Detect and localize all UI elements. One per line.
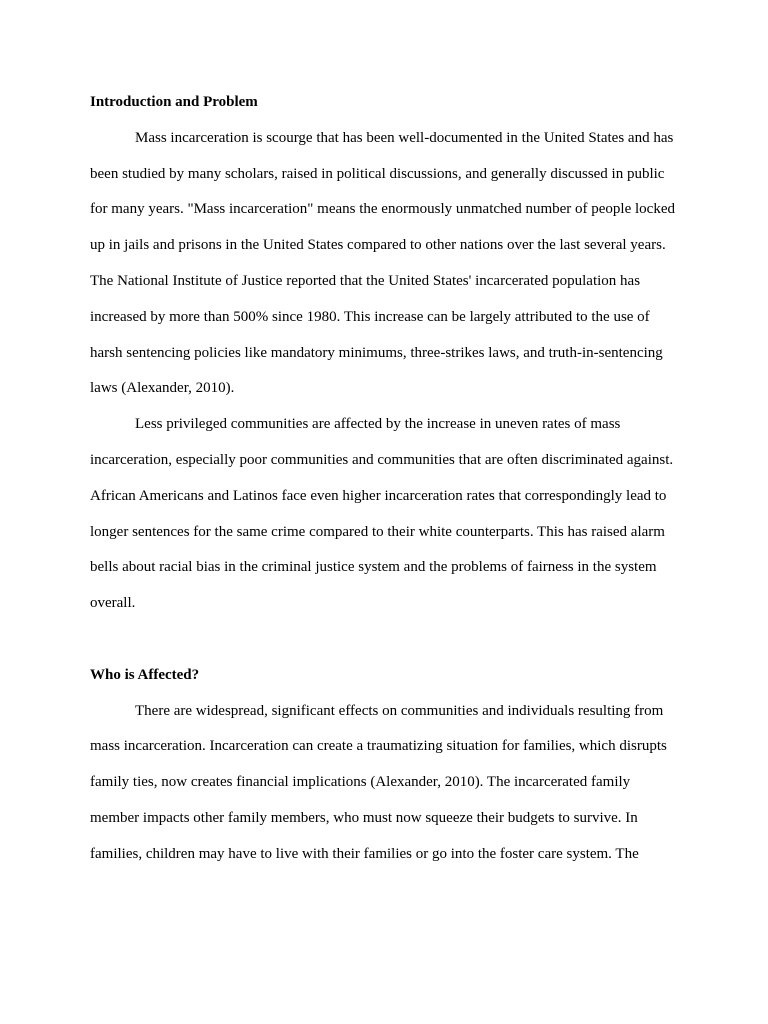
paragraph-line: The National Institute of Justice reported that the United States' incarcerated population has (90, 272, 641, 289)
paragraph (90, 121, 690, 407)
paragraph-line: harsh sentencing policies like mandatory minimums, three-strikes laws, and truth-in-sentencing (90, 344, 663, 361)
paragraph-line: overall. (90, 595, 136, 612)
paragraph-line: incarceration, especially poor communities and communities that are often discriminated against. (90, 451, 674, 468)
paragraph-line: African Americans and Latinos face even higher incarceration rates that correspondingly lead to (90, 487, 667, 504)
paragraph-line: for many years. "Mass incarceration" means the enormously unmatched number of people locked (90, 201, 675, 218)
section-who-is-affected (90, 658, 690, 873)
paragraph-line: up in jails and prisons in the United States compared to other nations over the last several years. (90, 237, 666, 254)
section-spacer (90, 622, 690, 658)
section-heading: Who is Affected? (90, 666, 200, 683)
paragraph-line: Mass incarceration is scourge that has been well-documented in the United States and has (135, 129, 674, 146)
paragraph-line: longer sentences for the same crime compared to their white counterparts. This has raised alarm (90, 523, 665, 540)
paragraph-line: laws (Alexander, 2010). (90, 380, 235, 397)
paragraph (90, 694, 690, 873)
section-introduction (90, 85, 690, 622)
paragraph-line: families, children may have to live with their families or go into the foster care system. The (90, 845, 639, 862)
section-heading: Introduction and Problem (90, 94, 258, 110)
paragraph-line: bells about racial bias in the criminal justice system and the problems of fairness in the system (90, 559, 657, 576)
paragraph-line: been studied by many scholars, raised in political discussions, and generally discussed in public (90, 165, 665, 182)
paragraph-line: member impacts other family members, who must now squeeze their budgets to survive. In (90, 809, 638, 826)
paragraph-line: mass incarceration. Incarceration can create a traumatizing situation for families, which disrupts (90, 738, 667, 755)
paragraph-line: Less privileged communities are affected by the increase in uneven rates of mass (135, 416, 621, 433)
document-page (90, 85, 690, 873)
paragraph-line: There are widespread, significant effects on communities and individuals resulting from (135, 702, 664, 719)
paragraph-line: family ties, now creates financial implications (Alexander, 2010). The incarcerated family (90, 774, 631, 791)
paragraph-line: increased by more than 500% since 1980. This increase can be largely attributed to the use of (90, 308, 650, 325)
paragraph (90, 407, 690, 622)
